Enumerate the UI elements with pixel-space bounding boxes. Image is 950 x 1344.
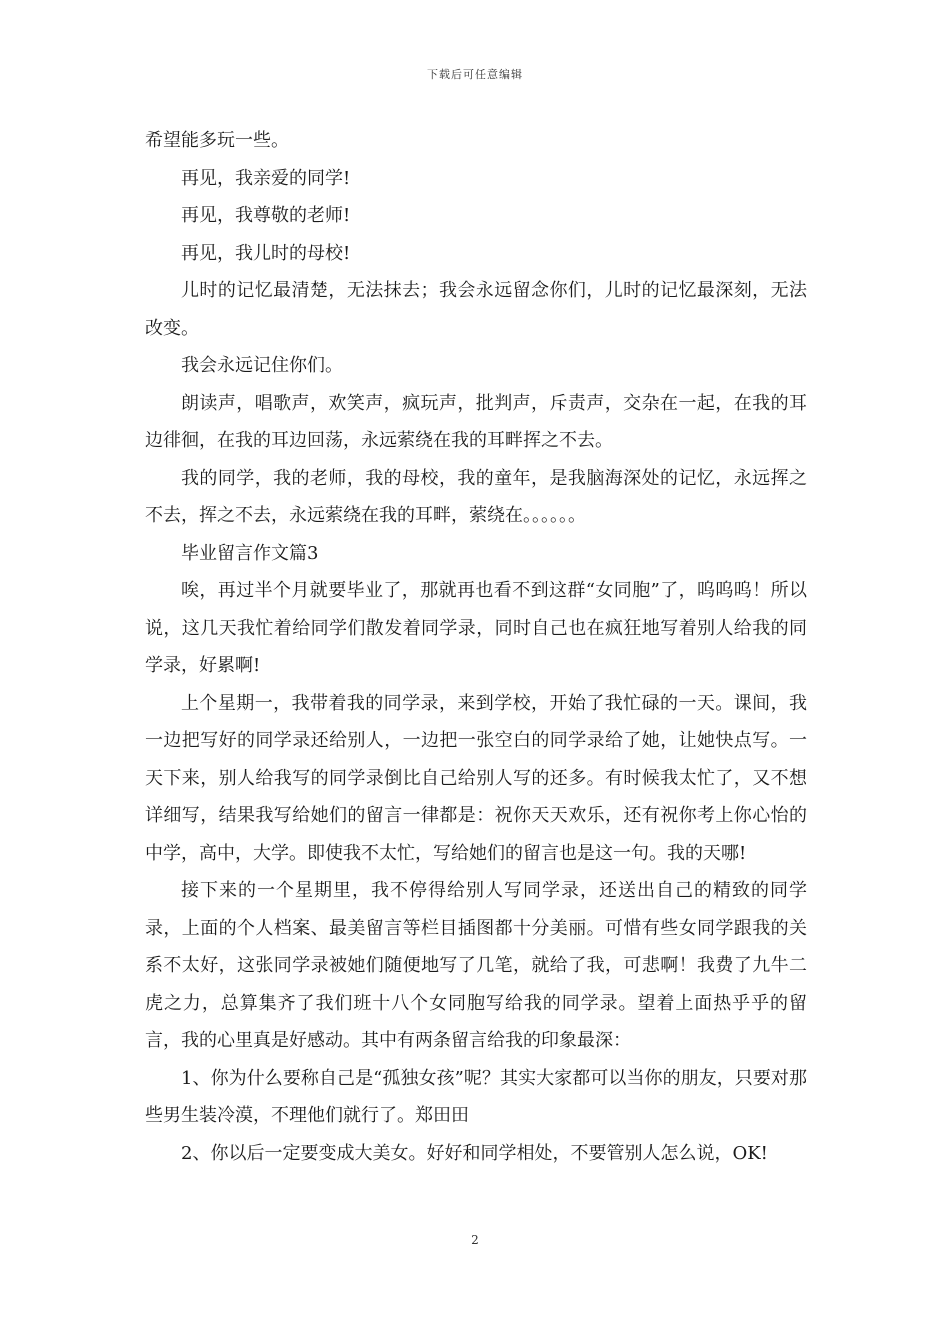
paragraph-7: 朗读声，唱歌声，欢笑声，疯玩声，批判声，斥责声，交杂在一起，在我的耳边徘徊，在我的耳边回荡，永远萦绕在我的耳畔挥之不去。: [145, 392, 807, 451]
paragraph-14: 2、你以后一定要变成大美女。好好和同学相处，不要管别人怎么说，OK!: [181, 1142, 768, 1164]
paragraph-3: 再见，我尊敬的老师!: [181, 205, 351, 226]
paragraph-2: 再见，我亲爱的同学!: [181, 167, 351, 189]
paragraph-13: 1、你为什么要称自己是“孤独女孩”呢？其实大家都可以当你的朋友，只要对那些男生装冷漠，不理他们就行了。郑田田: [145, 1067, 807, 1126]
paragraph-1: 希望能多玩一些。: [145, 130, 289, 151]
paragraph-10: 唉，再过半个月就要毕业了，那就再也看不到这群“女同胞”了，呜呜呜！所以说，这几天我忙着给同学们散发着同学录，同时自己也在疯狂地写着别人给我的同学录，好累啊!: [145, 580, 807, 676]
paragraph-6: 我会永远记住你们。: [181, 355, 343, 376]
header-note: 下载后可任意编辑: [427, 68, 523, 81]
section-heading: 毕业留言作文篇3: [181, 542, 319, 564]
document-body: [145, 122, 807, 1172]
paragraph-4: 再见，我儿时的母校!: [181, 242, 351, 264]
page-number: 2: [471, 1233, 479, 1247]
paragraph-8: 我的同学，我的老师，我的母校，我的童年，是我脑海深处的记忆，永远挥之不去，挥之不去，永远萦绕在我的耳畔，萦绕在。。。。。。: [145, 467, 807, 526]
paragraph-5: 儿时的记忆最清楚，无法抹去；我会永远留念你们，儿时的记忆最深刻，无法改变。: [145, 280, 807, 339]
paragraph-11: 上个星期一，我带着我的同学录，来到学校，开始了我忙碌的一天。课间，我一边把写好的同学录还给别人，一边把一张空白的同学录给了她，让她快点写。一天下来，别人给我写的同学录倒比自己给别人写的还多。有时候我太忙了，又不想详细写，结果我写给她们的留言一律都是：祝你天天欢乐，还有祝你考上你心怡的中学，高中，大学。即使我不太忙，写给她们的留言也是这一句。我的天哪!: [145, 692, 807, 864]
paragraph-12: 接下来的一个星期里，我不停得给别人写同学录，还送出自己的精致的同学录，上面的个人档案、最美留言等栏目插图都十分美丽。可惜有些女同学跟我的关系不太好，这张同学录被她们随便地写了几笔，就给了我，可悲啊！我费了九牛二虎之力，总算集齐了我们班十八个女同胞写给我的同学录。望着上面热乎乎的留言，我的心里真是好感动。其中有两条留言给我的印象最深：: [145, 880, 807, 1051]
